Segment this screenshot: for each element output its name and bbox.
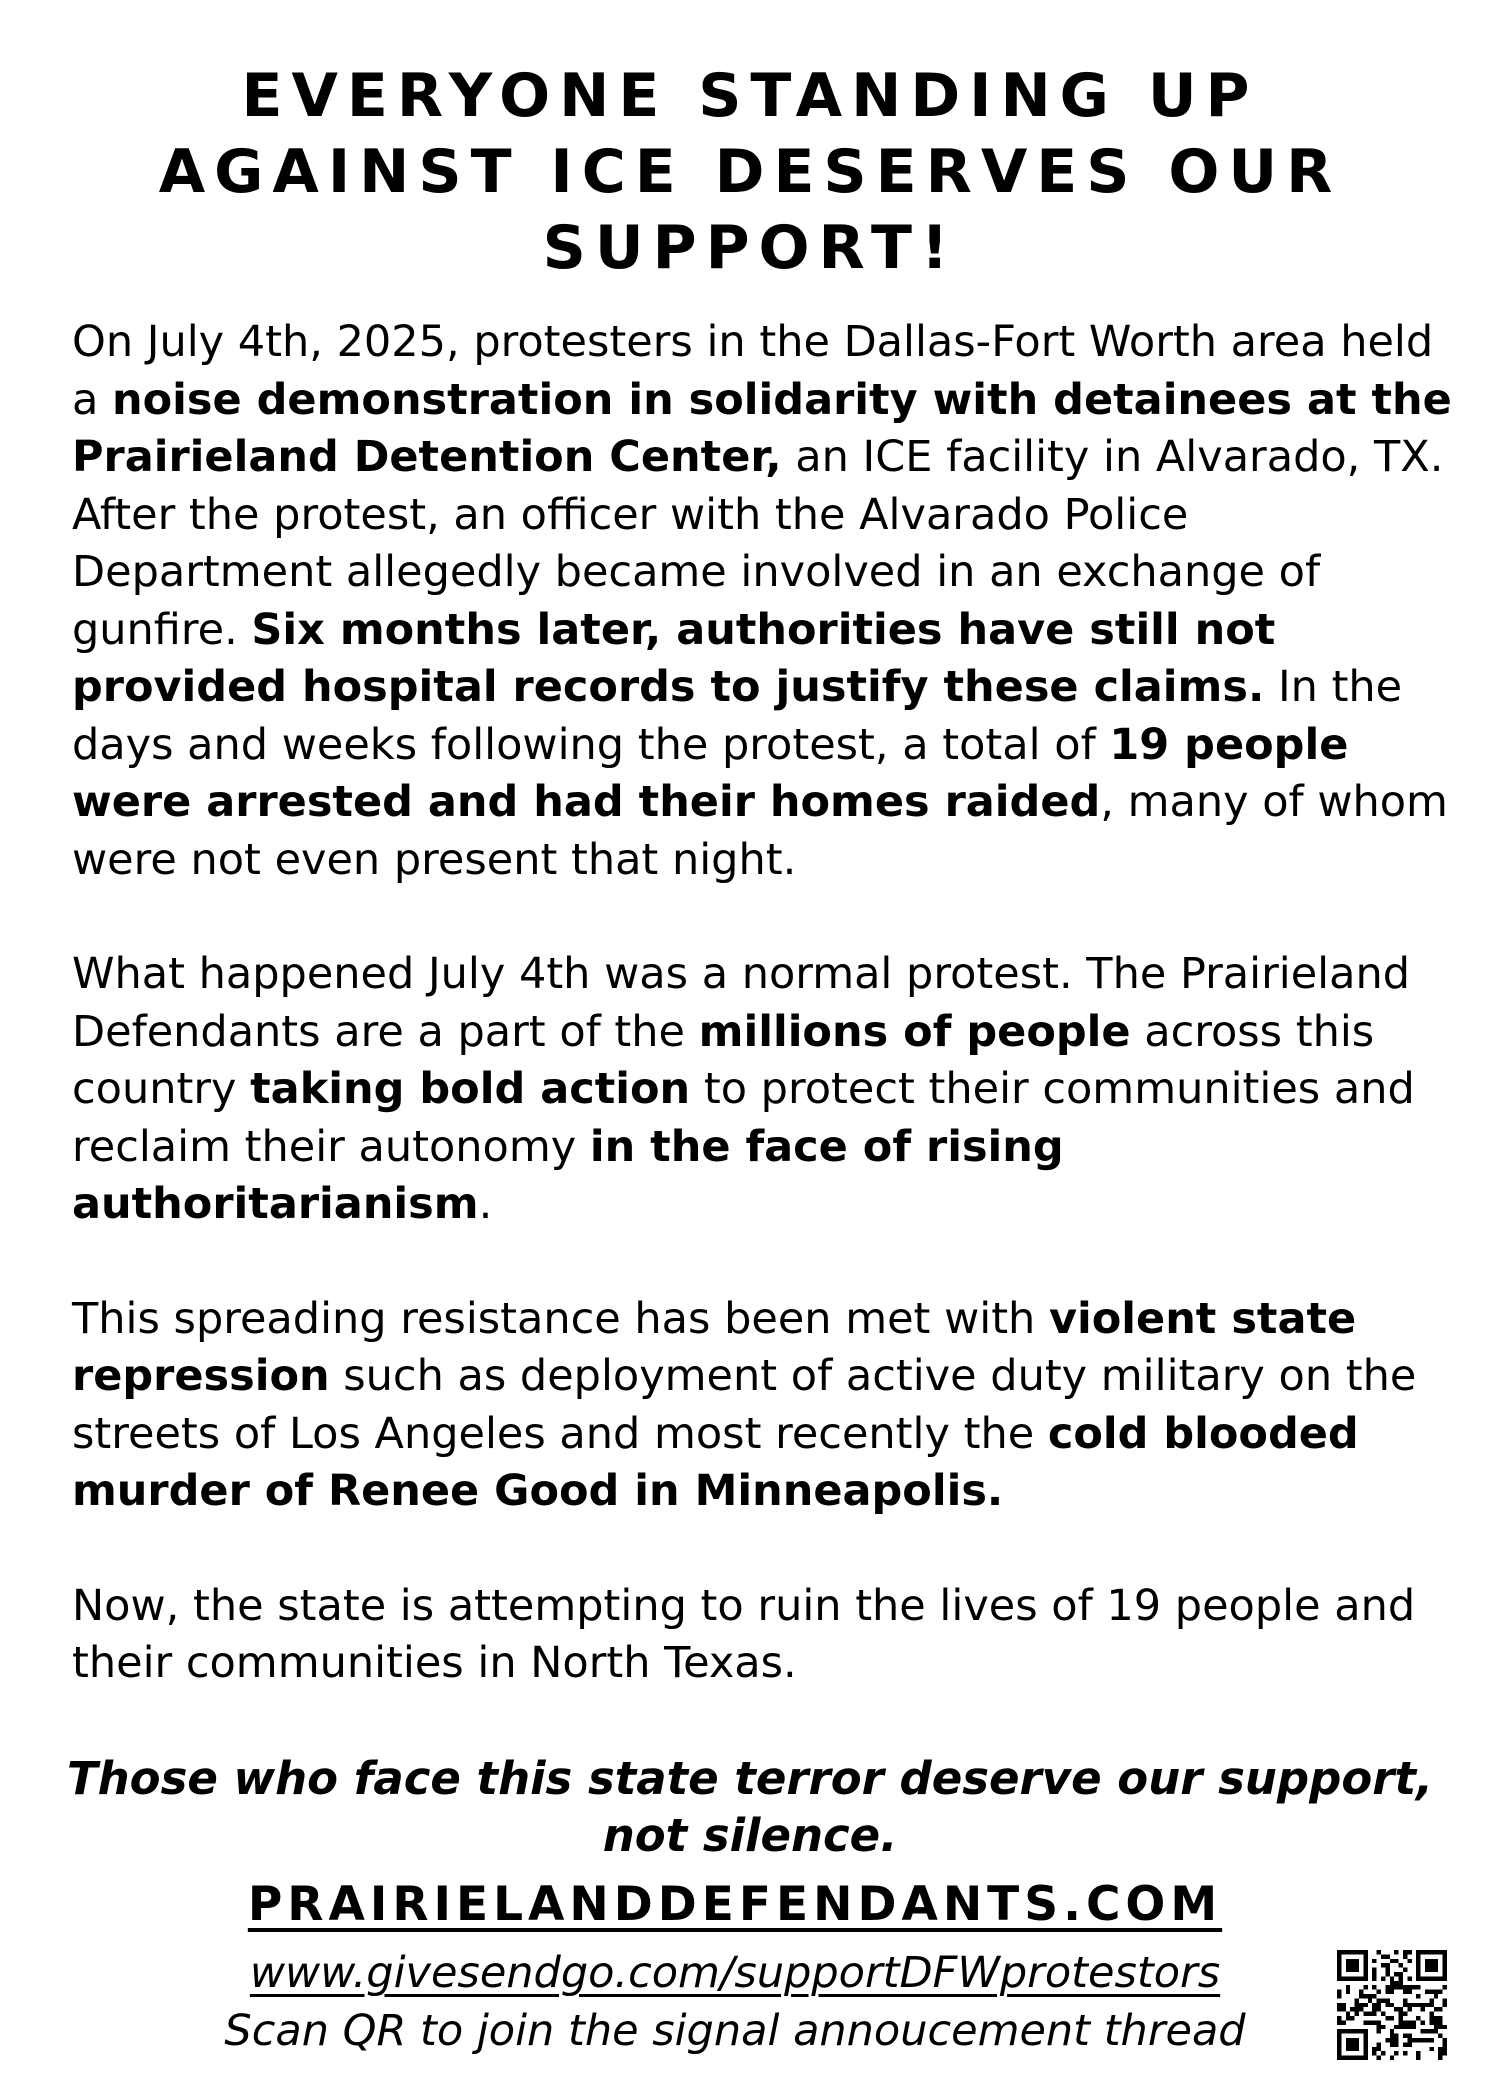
paragraph-1 bbox=[72, 314, 1452, 889]
qr-code-icon[interactable] bbox=[1337, 1950, 1447, 2060]
closing-line-2: not silence. bbox=[602, 1809, 898, 1862]
paragraph-4 bbox=[72, 1578, 1452, 1693]
paragraph-1-text: In the days and weeks following the protest, a total of bbox=[72, 662, 1403, 770]
closing-line-1: Those who face this state terror deserve our support, bbox=[66, 1752, 1434, 1805]
fundraiser-link[interactable] bbox=[150, 1946, 1320, 2000]
paragraph-1-bold: Six months later, authorities have still not provided hospital records to justify these claims. bbox=[72, 604, 1276, 712]
paragraph-3-text: such as deployment of active duty military on the streets of Los Angeles and most recently the bbox=[72, 1351, 1417, 1459]
headline-line-1: EVERYONE STANDING UP bbox=[241, 61, 1259, 131]
paragraph-2 bbox=[72, 946, 1452, 1234]
headline bbox=[60, 58, 1440, 286]
paragraph-4-text: Now, the state is attempting to ruin the lives of 19 people and their communities in North Texas. bbox=[72, 1580, 1416, 1688]
paragraph-3-bold: violent state repression bbox=[72, 1293, 1357, 1401]
paragraph-2-bold: taking bold action bbox=[250, 1064, 691, 1114]
paragraph-1-bold: 19 people were arrested and had their homes raided bbox=[72, 719, 1349, 827]
body-text bbox=[72, 314, 1452, 1750]
paragraph-2-text: to protect their communities and reclaim their autonomy bbox=[72, 1064, 1415, 1172]
scan-instruction: Scan QR to join the signal annoucement thread bbox=[224, 2006, 1246, 2056]
website-link-text[interactable]: PRAIRIELANDDEFENDANTS.COM bbox=[247, 1877, 1223, 1932]
paragraph-1-bold: noise demonstration in solidarity with detainees at the Prairieland Detention Center, bbox=[72, 374, 1452, 482]
closing-statement bbox=[60, 1750, 1440, 1864]
paragraph-1-text: an ICE facility in Alvarado, TX. After the protest, an officer with the Alvarado Police Department allegedly became involved in an exchange of gunfire. bbox=[72, 432, 1444, 655]
paragraph-3 bbox=[72, 1291, 1452, 1521]
headline-line-2: AGAINST ICE DESERVES OUR bbox=[158, 137, 1342, 207]
paragraph-3-bold: cold blooded murder of Renee Good in Minneapolis. bbox=[72, 1408, 1359, 1516]
paragraph-2-bold: millions of people bbox=[698, 1006, 1131, 1057]
headline-line-3: SUPPORT! bbox=[542, 213, 958, 283]
paragraph-1-text: On July 4th, 2025, protesters in the Dallas-Fort Worth area held a bbox=[72, 317, 1434, 425]
paragraph-2-bold: in the face of rising authoritarianism bbox=[72, 1121, 1064, 1229]
paragraph-2-text: . bbox=[478, 1179, 493, 1229]
paragraph-3-text: This spreading resistance has been met with bbox=[72, 1293, 1049, 1344]
fundraiser-link-text[interactable]: www.givesendgo.com/supportDFWprotestors bbox=[249, 1948, 1221, 1998]
website-link[interactable] bbox=[150, 1875, 1320, 1935]
paragraph-2-text: What happened July 4th was a normal protest. The Prairieland Defendants are a part of the bbox=[72, 949, 1411, 1057]
paragraph-2-text: across this country bbox=[72, 1006, 1375, 1114]
paragraph-1-text: , many of whom were not even present that night. bbox=[72, 777, 1448, 885]
